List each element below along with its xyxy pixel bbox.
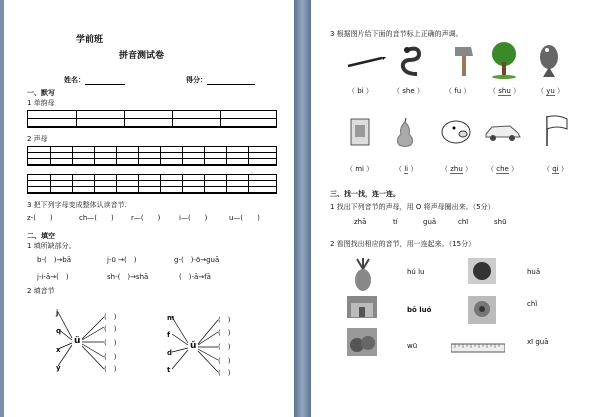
spider2-initial: d (167, 349, 173, 357)
pig-icon (439, 118, 473, 146)
ruler-icon (451, 343, 505, 353)
snake-icon (399, 44, 425, 78)
section-3-heading: 三、找一找，连一连。 (330, 190, 400, 198)
fill-item: j-ū →( ) (107, 256, 137, 264)
q-fill-syllables: 2 填音节 (27, 287, 55, 295)
spider2-blank: ( ) (218, 343, 231, 351)
syllable-word: zhā (354, 218, 367, 226)
writing-grid-1 (27, 110, 277, 128)
tone-label-row2: （ li ） (395, 165, 418, 173)
fill-item: g-( )-ō→guā (174, 256, 220, 264)
syllable-item: ch—( ) (79, 214, 114, 222)
q-tone-marks: 3 根据图片给下面的音节标上正确的声调。 (330, 30, 463, 38)
tree-icon (489, 40, 519, 80)
pear-icon (393, 116, 417, 148)
test-page-left (4, 0, 294, 417)
fill-item: ( )-ā→fā (179, 273, 211, 281)
spider2-initial: t (167, 366, 171, 374)
spider2-blank: ( ) (218, 316, 231, 324)
flag-icon (543, 114, 571, 148)
axe-icon (451, 44, 477, 78)
spider-lines-2 (164, 310, 244, 380)
match-word: bō luó (407, 306, 432, 314)
test-page-right (311, 0, 600, 417)
syllable-item: u—( ) (229, 214, 260, 222)
syllable-word: chī (458, 218, 469, 226)
tone-label-row1: （ fu ） (445, 87, 471, 95)
fill-item: sh-( )→shā (107, 273, 149, 281)
syllable-word: guā (423, 218, 437, 226)
q-initials: 2 声母 (27, 135, 48, 143)
q-fill-missing: 1 填所缺部分。 (27, 242, 76, 250)
tone-label-row1: （ bi ） (348, 87, 373, 95)
match-word: hú lu (407, 268, 425, 276)
flower-icon (468, 296, 496, 324)
fish-icon (535, 41, 565, 79)
spider2-initial: f (167, 331, 171, 339)
spider1-center: ü (74, 336, 81, 346)
fill-item: b-( )→bā (37, 256, 72, 264)
q-circle-initials: 1 找出下列音节的声母，用 O 将声母圈出来。（5分） (330, 203, 495, 211)
spider1-blank: ( ) (104, 365, 117, 373)
section-1-heading: 一、默写 (27, 89, 55, 97)
car-icon (484, 122, 522, 142)
tone-label-row1: （ yu ） (537, 87, 565, 95)
match-word: xī guā (527, 338, 549, 346)
pencil-icon (346, 54, 386, 70)
spider1-initial: q (56, 327, 62, 335)
dark-fruit-icon (468, 258, 496, 284)
section-2-heading: 二、填空 (27, 232, 55, 240)
syllable-item: i—( ) (179, 214, 208, 222)
tone-label-row2: （ mi ） (346, 165, 374, 173)
spider2-center: ǔ (190, 341, 197, 351)
spider1-blank: ( ) (104, 353, 117, 361)
tone-label-row1: （ shu ） (489, 87, 520, 95)
rice-icon (349, 117, 371, 147)
tone-label-row2: （ zhu ） (441, 165, 473, 173)
spider2-blank: ( ) (218, 357, 231, 365)
fill-item: j-i-ā→( ) (37, 273, 69, 281)
writing-grid-3 (27, 174, 277, 194)
match-word: wū (407, 342, 418, 350)
spider2-blank: ( ) (218, 369, 231, 377)
test-title: 拼音测试卷 (119, 51, 165, 61)
match-word: chǐ (527, 300, 538, 308)
page-gutter (294, 0, 311, 417)
q-single-vowels: 1 单韵母 (27, 99, 55, 107)
writing-grid-2 (27, 146, 277, 166)
q-whole-syllables: 3 把下列字母变成整体认读音节. (27, 201, 127, 209)
spider1-initial: j (56, 309, 59, 317)
tone-label-row2: （ qi ） (543, 165, 568, 173)
score-field: 得分： (186, 76, 255, 85)
spider1-blank: ( ) (104, 325, 117, 333)
pineapple-icon (351, 258, 375, 292)
name-field: 姓名： (64, 76, 125, 85)
spider2-initial: m (167, 314, 175, 322)
tone-label-row2: （ che ） (487, 165, 519, 173)
spider-lines-1 (52, 305, 132, 375)
gourd-icon (347, 328, 377, 356)
syllable-item: z-( ) (27, 214, 53, 222)
q-match-pictures: 2 看图找出相应的音节，用一连起来。（15分） (330, 240, 476, 248)
spider1-initial: x (56, 346, 61, 354)
class-title: 学前班 (76, 35, 104, 45)
syllable-item: r—( ) (131, 214, 161, 222)
syllable-word: tí (393, 218, 398, 226)
spider1-initial: y (56, 364, 61, 372)
spider1-blank: ( ) (104, 339, 117, 347)
syllable-word: shū (494, 218, 507, 226)
house-icon (347, 296, 377, 318)
match-word: huǎ (527, 268, 541, 276)
spider2-blank: ( ) (218, 329, 231, 337)
spider1-blank: ( ) (104, 313, 117, 321)
tone-label-row1: （ she ） (393, 87, 424, 95)
